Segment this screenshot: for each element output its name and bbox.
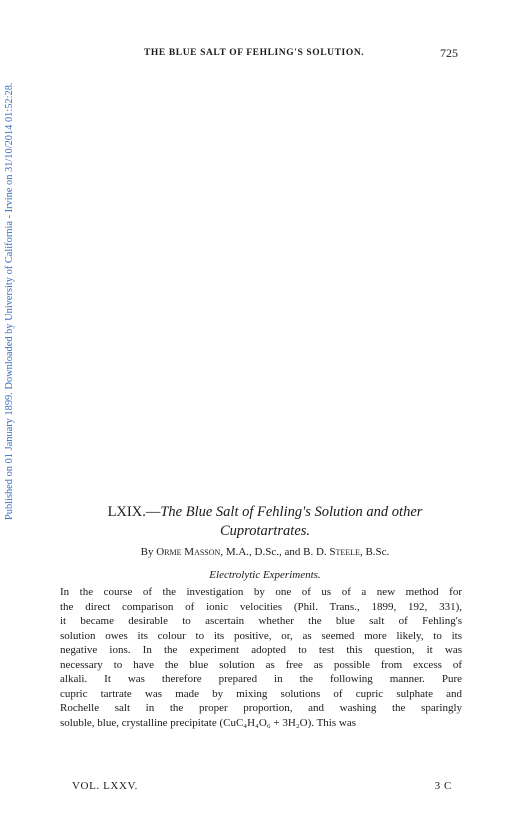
article-title-line-1 — [60, 503, 470, 522]
author-steele-degrees: , B.Sc. — [359, 546, 390, 558]
body-line: necessary to have the blue solution as free as possible from excess of — [60, 658, 462, 671]
body-paragraph — [60, 585, 462, 730]
page-number: 725 — [440, 46, 458, 60]
body-line: Rochelle salt in the proper proportion, and washing the sparingly — [60, 702, 462, 714]
body-line: the direct comparison of ionic velocities (Phil. Trans., 1899, 192, 331), — [60, 600, 462, 613]
body-line: soluble, blue, crystalline precipitate (CuC₄H₄O₆ + 3H₂O). This was — [60, 716, 356, 729]
running-title: THE BLUE SALT OF FEHLING'S SOLUTION. — [144, 48, 365, 58]
body-line: it became desirable to ascertain whether the blue salt of Fehling's — [60, 615, 462, 627]
body-line: alkali. It was therefore prepared in the following manner. Pure — [60, 673, 462, 685]
article-title-continuation: Cuprotartrates. — [219, 523, 311, 539]
volume-label: VOL. LXXV. — [72, 780, 138, 792]
body-line: In the course of the investigation by one of us of a new method for — [60, 586, 462, 598]
author-steele: Steele — [329, 546, 360, 558]
body-line: negative ions. In the experiment adopted to test this question, it was — [60, 644, 462, 656]
signature-mark: 3 C — [434, 780, 452, 792]
running-head — [64, 48, 464, 64]
author-masson-degrees: , M.A., D.Sc., and B. D. — [220, 546, 330, 558]
body-line: solution owes its colour to its positive, or, as seemed more likely, to its — [60, 629, 462, 642]
author-masson: Orme Masson — [156, 546, 221, 558]
article-number: LXIX.— — [107, 504, 161, 520]
page-footer — [72, 780, 452, 794]
article-title-line-2 — [60, 522, 470, 541]
section-heading: Electrolytic Experiments. — [209, 569, 321, 581]
article-title — [60, 503, 470, 541]
body-line: cupric tartrate was made by mixing solutions of cupric sulphate and — [60, 687, 462, 700]
publication-download-notice: Published on 01 January 1899. Downloaded by University of California - Irvine on 31/10/2014 01:52:28. — [4, 82, 15, 520]
byline — [60, 545, 470, 559]
article-title-italic: The Blue Salt of Fehling's Solution and other — [160, 504, 423, 520]
byline-by: By — [140, 546, 157, 558]
